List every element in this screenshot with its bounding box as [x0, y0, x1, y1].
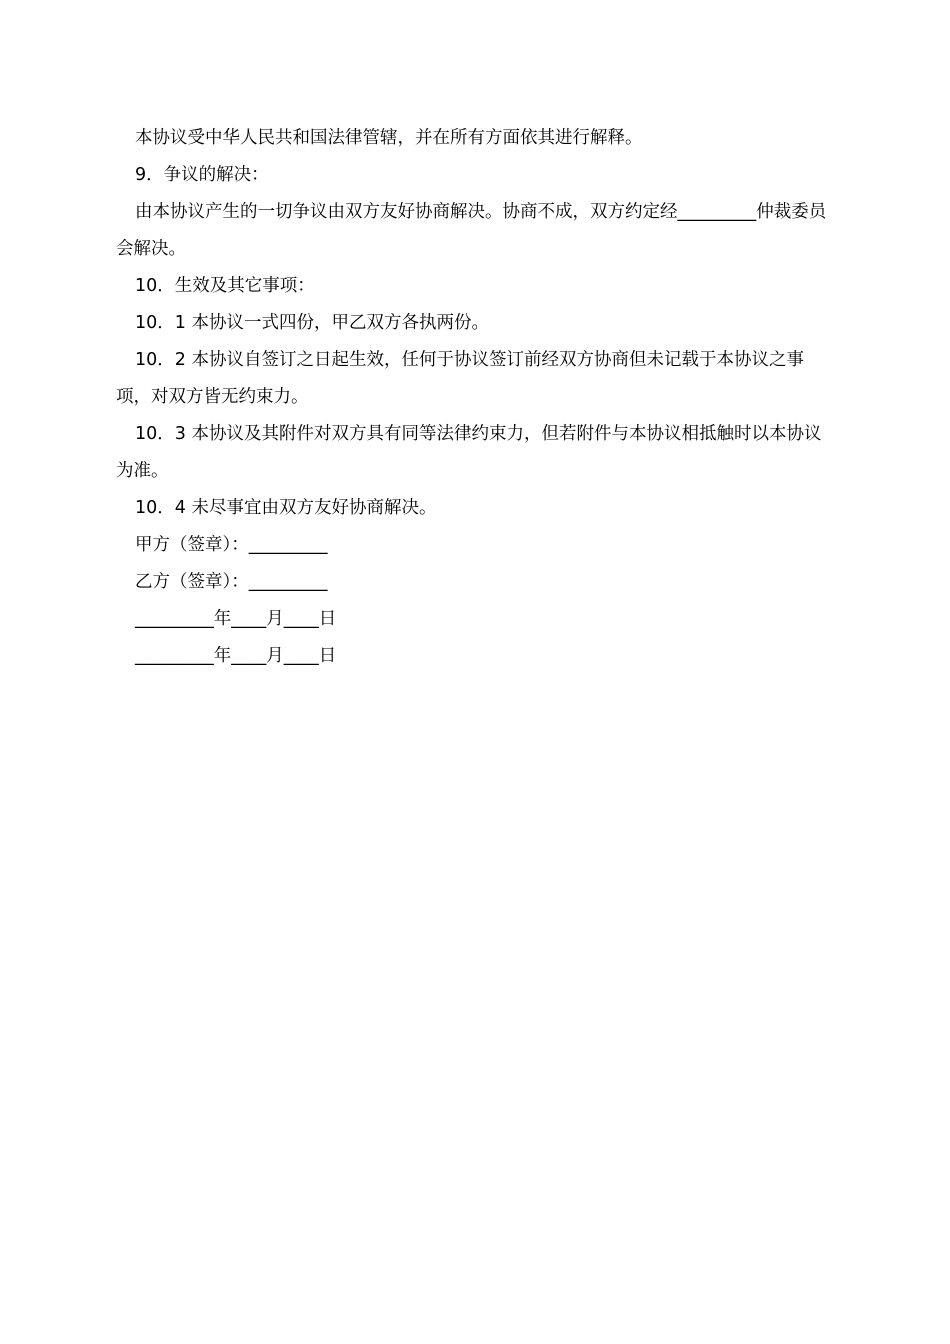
clause-10-4: 10．4 未尽事宜由双方友好协商解决。	[135, 498, 437, 518]
clause-10-1: 10．1 本协议一式四份，甲乙双方各执两份。	[135, 313, 489, 333]
date-line-1: _________年____月____日	[135, 609, 337, 629]
governing-law-paragraph: 本协议受中华人民共和国法律管辖，并在所有方面依其进行解释。	[135, 128, 643, 148]
party-a-signature-line: 甲方（签章）：_________	[135, 535, 328, 555]
section-10-heading: 10．生效及其它事项：	[135, 276, 315, 296]
document-body	[116, 120, 836, 675]
clause-10-3: 10．3 本协议及其附件对双方具有同等法律约束力，但若附件与本协议相抵触时以本协议为准。	[116, 424, 822, 481]
section-9-heading: 9．争议的解决：	[135, 165, 269, 185]
clause-10-2: 10．2 本协议自签订之日起生效，任何于协议签订前经双方协商但未记载于本协议之事项，对双方皆无约束力。	[116, 350, 804, 407]
dispute-resolution-paragraph: 由本协议产生的一切争议由双方友好协商解决。协商不成，双方约定经_________仲裁委员会解决。	[116, 202, 827, 259]
date-line-2: _________年____月____日	[135, 646, 337, 666]
party-b-signature-line: 乙方（签章）：_________	[135, 572, 328, 592]
